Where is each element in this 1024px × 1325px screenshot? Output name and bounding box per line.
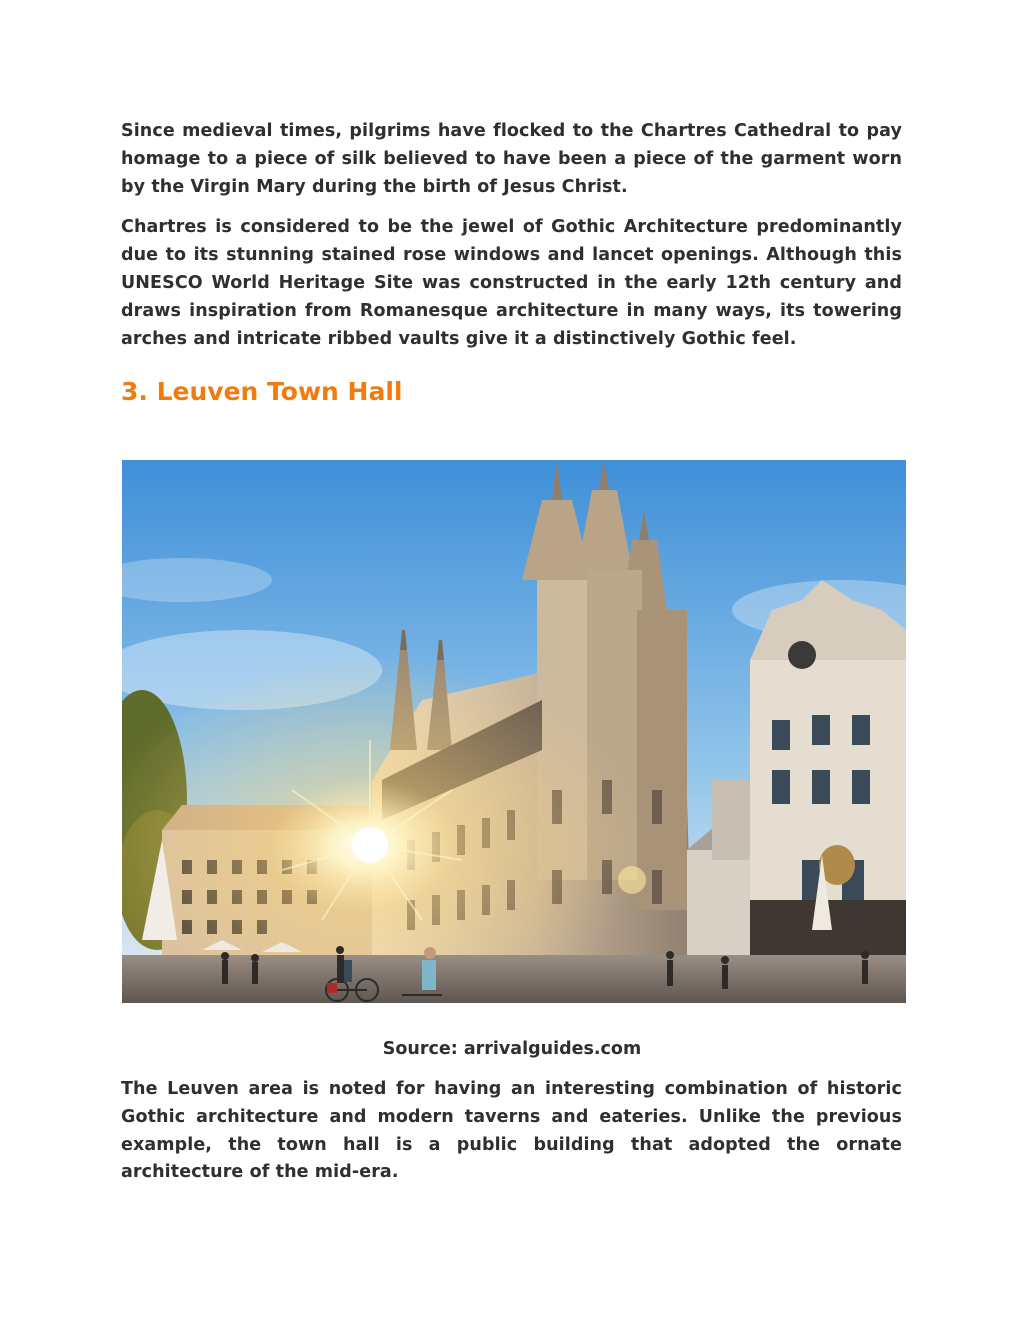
paragraph-leuven-description: The Leuven area is noted for having an interesting combination of historic Gothic architecture and modern taverns and eateries. Unlike the previous example, the town hall is a public building that adopted the ornate architecture of the mid-era. [121,1079,902,1183]
paragraph-chartres-architecture: Chartres is considered to be the jewel of Gothic Architecture predominantly due to its stunning stained rose windows and lancet openings. Although this UNESCO World Heritage Site was constructed in the early 12th century and draws inspiration from Romanesque architecture in many ways, its towering arches and intricate ribbed vaults give it a distinctively Gothic feel. [121,217,902,349]
image-caption: Source: arrivalguides.com [382,1039,642,1059]
document-body [121,118,902,409]
paragraph-chartres-pilgrims: Since medieval times, pilgrims have flocked to the Chartres Cathedral to pay homage to a piece of silk believed to have been a piece of the garment worn by the Virgin Mary during the birth of Jesus Christ. [121,121,902,197]
closing-section [121,1076,902,1187]
leuven-town-hall-photo [122,460,906,1003]
section-heading: 3. Leuven Town Hall [121,377,403,407]
